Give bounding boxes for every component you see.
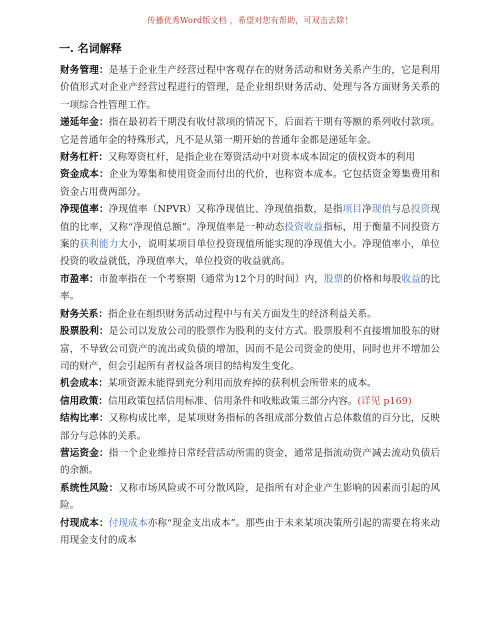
term: 结构比率： (60, 413, 109, 425)
term: 递延年金： (60, 117, 109, 129)
definition-systematic-risk (60, 480, 440, 515)
definition-text: 是基于企业生产经营过程中客观存在的财务活动和财务关系产生的，它是利用价值形式对企业产经营过程进行的管理，是企业组织财务活动、处理与各方面财务关系的一项综合性管理工作。 (60, 65, 441, 111)
definition-deferred-annuity (60, 114, 440, 149)
hyperlink-investment[interactable]: 投资 (410, 204, 431, 216)
definition-text: 又称构成比率，是某项财务指标的各组成部分数值占总体数值的百分比，反映部分与总体的关系。 (60, 413, 441, 442)
definition-text: 又称筹资杠杆，是指企业在筹资活动中对资本成本固定的债权资本的利用 (107, 152, 415, 164)
definition-credit-policy (60, 393, 440, 410)
definition-financial-leverage (60, 149, 440, 166)
term: 资金成本： (60, 169, 109, 181)
term: 机会成本： (60, 378, 108, 390)
definition-pe-ratio (60, 271, 440, 306)
definition-text: 净现值率（NPVR）又称净现值比、净现值指数，是指 (108, 204, 343, 216)
hyperlink-earnings[interactable]: 收益 (401, 273, 421, 285)
definition-text: 信用政策包括信用标准、信用条件和收账政策三部分内容。 (107, 395, 358, 407)
definition-text: 现值的比率，又称“净现值总额”。净现值率是一种动态 (60, 204, 440, 233)
definition-text: 又称市场风险或不可分散风险，是指所有对企业产生影响的因素而引起的风险。 (60, 482, 441, 512)
section-title: 一. 名词解释 (59, 42, 122, 55)
hyperlink-cash-cost[interactable]: 付现成本 (108, 517, 148, 529)
term: 财务关系： (60, 308, 108, 320)
term: 信用政策： (60, 395, 108, 407)
term: 市盈率： (60, 273, 99, 285)
term: 系统性风险： (60, 482, 119, 494)
term: 财务杠杆： (60, 152, 108, 164)
definition-text: 企业为筹集和使用资金而付出的代价，也称资本成本。它包括资金筹集费用和资金占用费两部分。 (60, 169, 441, 198)
definition-text: 是公司以发放公司的股票作为股利的支付方式。股票股利不直接增加股东的财富，不导致公司资产的流出或负债的增加，因而不是公司资金的使用，同时也并不增加公司的财产，但会引起所有者权益各项目的结构发生变化。 (60, 326, 441, 372)
definition-text: 某项资源未能得到充分利用而放弃掉的获利机会所带来的成本。 (107, 378, 377, 390)
definition-text: 净 (362, 204, 372, 216)
hyperlink-project[interactable]: 项目 (342, 204, 363, 216)
term: 股票股利： (60, 326, 109, 338)
term: 付现成本： (60, 517, 109, 529)
definition-text: 的比率。 (60, 273, 441, 303)
definition-text: 市盈率指在一个考察期（通常为12个月的时间）内， (98, 273, 324, 285)
definition-stock-dividend (60, 323, 440, 375)
hyperlink-present-value[interactable]: 现值 (371, 204, 392, 216)
definition-text: 的价格和每股 (343, 273, 402, 285)
term: 净现值率： (60, 204, 109, 216)
hyperlink-investment-return[interactable]: 投资收益 (284, 221, 324, 233)
definition-financial-relations (60, 306, 440, 323)
term: 营运资金： (60, 447, 109, 459)
hyperlink-profitability[interactable]: 获利能力 (79, 239, 119, 251)
page-reference-note: (详见 p169) (357, 395, 412, 407)
definition-working-capital (60, 445, 440, 480)
definition-npvr (60, 201, 440, 271)
definitions-list (60, 62, 440, 549)
definition-text: 指在最初若干期没有收付款项的情况下，后面若干期有等额的系列收付款项。它是普通年金的特殊形式，凡不是从第一期开始的普通年金都是递延年金。 (60, 117, 441, 146)
definition-financial-management (60, 62, 440, 114)
definition-text: 指一个企业维持日常经营活动所需的资金，通常是指流动资产减去流动负债后的余额。 (60, 447, 441, 477)
term: 财务管理： (60, 65, 109, 76)
definition-cash-cost (60, 515, 440, 550)
definition-text: 指标，用于衡量不同投资方案的 (60, 221, 441, 251)
definition-text: 指企业在组织财务活动过程中与有关方面发生的经济利益关系。 (107, 308, 377, 320)
definition-text: 大小，说明某项目单位投资现值所能实现的净现值大小。净现值率小，单位投资的收益就低，净现值率大，单位投资的收益就高。 (60, 239, 441, 268)
definition-cost-of-capital (60, 166, 440, 201)
definition-opportunity-cost (60, 375, 440, 392)
definition-structure-ratio (60, 410, 440, 445)
definition-text: 与总 (391, 204, 411, 216)
document-header-banner: 传播优秀Word版文档 ，希望对您有帮助，可双击去除！ (147, 16, 353, 25)
hyperlink-stock[interactable]: 股票 (323, 273, 344, 285)
definition-text: 亦称“现金支出成本”。那些由于未来某项决策所引起的需要在将来动用现金支付的成本 (60, 517, 441, 546)
